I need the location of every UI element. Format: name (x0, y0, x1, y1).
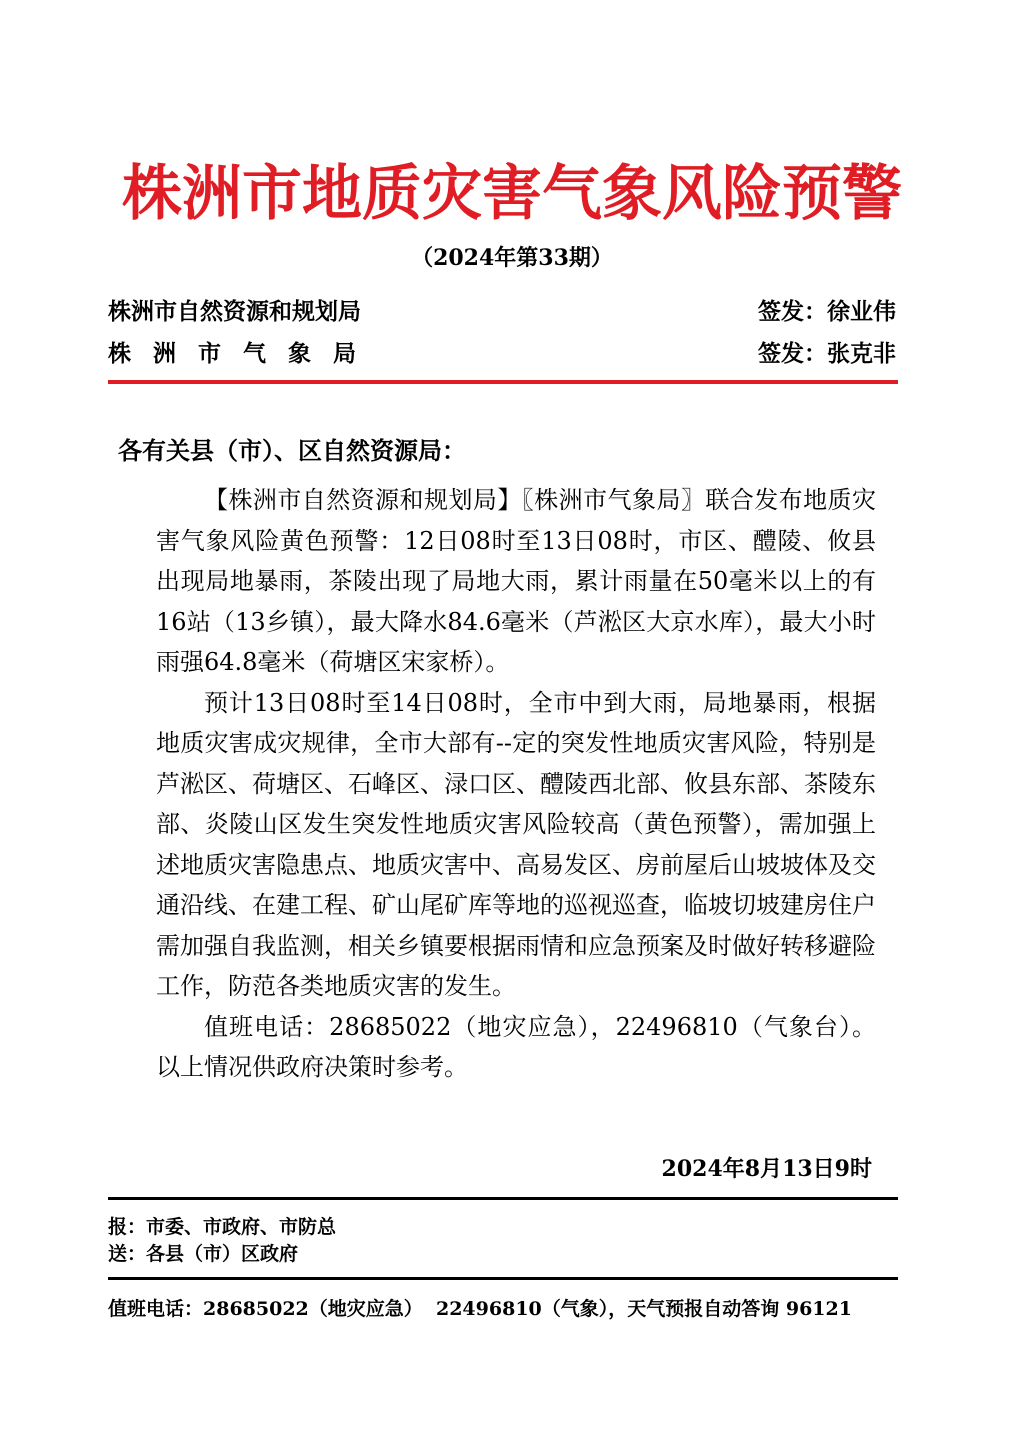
issue-number: （2024年第33期） (411, 245, 613, 271)
body-text (156, 480, 876, 1088)
paragraph: 【株洲市自然资源和规划局】〖株洲市气象局〗联合发布地质灾害气象风险黄色预警：12日08时至13日08时，市区、醴陵、攸县出现局地暴雨，茶陵出现了局地大雨，累计雨量在50毫米以上的有16站（13乡镇），最大降水84.6毫米（芦淞区大京水库），最大小时雨强64.8毫米（荷塘区宋家桥）。 (156, 486, 876, 676)
issue-date: 2024年8月13日9时 (661, 1156, 872, 1182)
footer-divider-bottom (108, 1277, 898, 1280)
issuer-org: 株洲市自然资源和规划局 (108, 298, 361, 325)
document-title: 株洲市地质灾害气象风险预警 (122, 159, 902, 229)
paragraph: 预计13日08时至14日08时，全市中到大雨，局地暴雨，根据地质灾害成灾规律，全市大部有--定的突发性地质灾害风险，特别是芦淞区、荷塘区、石峰区、渌口区、醴陵西北部、攸县东部、茶陵东部、炎陵山区发生突发性地质灾害风险较高（黄色预警），需加强上述地质灾害隐患点、地质灾害中、高易发区、房前屋后山坡坡体及交通沿线、在建工程、矿山尾矿库等地的巡视巡查，临坡切坡建房住户需加强自我监测，相关乡镇要根据雨情和应急预案及时做好转移避险工作，防范各类地质灾害的发生。 (156, 688, 876, 1000)
issuer-row-1 (108, 297, 896, 327)
issuer-row-2 (108, 339, 896, 369)
footer-divider-top (108, 1197, 898, 1200)
issuer-signature: 签发：张克非 (758, 340, 896, 367)
issuer-org: 株洲市气象局 (108, 340, 378, 367)
salutation: 各有关县（市）、区自然资源局： (118, 436, 466, 465)
paragraph: 值班电话：28685022（地灾应急），22496810（气象台）。以上情况供政府决策时参考。 (156, 1012, 876, 1081)
report-to: 报：市委、市政府、市防总 (108, 1216, 337, 1238)
send-to: 送：各县（市）区政府 (108, 1243, 299, 1265)
header-divider (108, 380, 898, 384)
issuer-signature: 签发：徐业伟 (758, 298, 896, 325)
hotline: 值班电话：28685022（地灾应急） 22496810（气象），天气预报自动答询 96121 (108, 1298, 852, 1320)
